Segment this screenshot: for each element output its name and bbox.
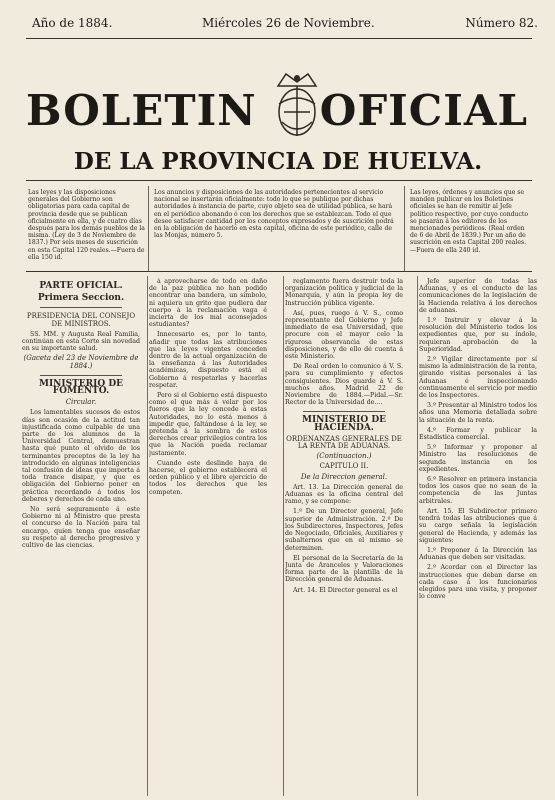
gazette-note: (Gaceta del 23 de Noviembre de 1884.) <box>23 354 139 370</box>
year: Año de 1884. <box>32 16 113 30</box>
article-paragraph: Cuando este deslinde haya de hacerse, el gobierno establecerá el orden público y el libre ejercicio de todos los derechos que les competen. <box>149 459 267 496</box>
issue-number: Número 82. <box>465 16 538 30</box>
column-1 <box>22 278 140 800</box>
article-paragraph: Art. 14. El Director general es el <box>293 586 398 594</box>
notice-separator-left <box>148 186 149 272</box>
direction-heading: De la Direccion general. <box>300 472 388 481</box>
article-paragraph: Los lamentables sucesos de estos días son ocasión de la actitud tan injustificada como culpable de una parte de los alumnos de la Universidad Central, demuestran hasta qué punto el olvido de los terminantes preceptos de la ley ha introducido en algunas inteligencias tal confusión de ideas que importa á toda trance disipar, y que es obligación del Gobierno poner en práctica recordando á todos los deberes y derechos de cada uno. <box>22 409 140 503</box>
article-paragraph: 2.º Acordar con el Director las instrucciones que deban darse en cada caso á los funcionarios elegidos para una visita, y proponer lo conve <box>419 564 537 601</box>
article-paragraph: 2.º Vigilar directamente por sí mismo la administración de la renta, girando visitas personales á las Aduanas é inspeccionando continuamente el servicio por medio de los Inspectores. <box>419 356 537 400</box>
article-paragraph: 5.º Informar y proponer al Ministro las resoluciones de segunda instancia en los expedientes. <box>419 444 537 473</box>
section-title: PARTE OFICIAL. <box>39 281 123 291</box>
divider <box>40 307 123 308</box>
notice-separator-right <box>404 186 405 272</box>
article-paragraph: 4.º Formar y publicar la Estadística comercial. <box>419 426 537 442</box>
article-paragraph: Art. 15. El Subdirector primero tendrá todas las atribuciones que á su cargo señala la legislación general de Hacienda, y además las siguientes: <box>419 507 537 544</box>
divider <box>303 411 386 412</box>
article-paragraph: SS. MM. y Augusta Real Familia, continúan en esta Corte sin novedad en su importante salud. <box>22 330 140 353</box>
circular-heading: Circular. <box>65 398 97 407</box>
article-columns <box>22 278 538 800</box>
article-paragraph: El personal de la Secretaría de la Junta de Aranceles y Valoraciones forma parte de la plantilla de la Dirección general de Aduanas. <box>285 554 403 584</box>
article-paragraph: Pero si el Gobierno está dispuesto como el que más á velar por los fueros que la ley concede á estas Autoridades, no lo está menos á impedir que, faltándose á la ley, se pretenda á la sombra de estos derechos crear privilegios contra los que la Nación pueda reclamar justamente. <box>149 392 267 457</box>
divider <box>40 375 123 376</box>
header-line <box>32 16 538 34</box>
article-paragraph: De Real orden lo comunico á V. S. para su cumplimiento y efectos consiguientes. Dios guarde á V. S. muchos años. Madrid 22 de Noviembre de 1884.—Pidal.—Sr. Rector de la Universidad de.... <box>285 363 403 407</box>
hacienda-heading: MINISTERIO DE HACIENDA. <box>302 415 386 433</box>
masthead-right: OFICIAL <box>319 86 528 135</box>
article-paragraph: Jefe superior de todas las Aduanas, y es el conducto de las comunicaciones de la legislación de la Hacienda relativa á los derechos de aduanas. <box>419 278 537 314</box>
article-paragraph: 1.º De un Director general, Jefe superior de Administración. 2.º De los Subdirectores, Inspectores, Jefes de Negociado, Oficiales, Auxiliares y subalternos que en el mismo se determinen. <box>285 508 403 552</box>
section-subtitle: Primera Seccion. <box>37 293 125 304</box>
column-4 <box>419 278 537 800</box>
article-paragraph: 3.º Presentar al Ministro todos los años una Memoria detallada sobre la situación de la renta. <box>419 402 537 424</box>
article-paragraph: reglamento fuera destruir toda la organización política y judicial de la Monarquía, y aún la propia ley de Instrucción pública vigente. <box>285 278 403 307</box>
masthead-left: BOLETIN <box>26 86 257 135</box>
article-paragraph: Art. 13. La Dirección general de Aduanas es la oficina central del ramo, y se compone: <box>285 483 403 506</box>
article-paragraph: 6.º Resolver en primera instancia todos los casos que no sean de la competencia de las Juntas arbitrales. <box>419 476 537 505</box>
article-paragraph: No será seguramente á este Gobierno ni al Ministro que presta el concurso de la Nación para tal encargo, quien tenga que enseñar su respeto al derecho progresivo y cultivo de las ciencias. <box>22 506 140 550</box>
ministry-heading: MINISTERIO DE FOMENTO. <box>39 378 123 397</box>
column-3 <box>285 278 403 800</box>
article-paragraph: Innecesario es, por lo tanto, añadir que todas las atribuciones que las leyes vigentes conceden dentro de la actual organización de la enseñanza á las Autoridades académicas, dispuesto está el Gobierno á respetarlas y hacerlas respetar. <box>149 331 267 389</box>
notice-left: Las leyes y las disposiciones generales del Gobierno son obligatorias para cada capital de provincia desde que se publican oficialmente en ella, y de cuatro días después para los demás pueblos de la misma. (Ley de 3 de Noviembre de 1837.) Por seis meses de suscrición en esta Capital 120 reales.—Fuera de ella 150 id. <box>28 189 145 261</box>
chapter-heading: CAPITULO II. <box>319 462 369 471</box>
top-rule <box>26 38 532 39</box>
article-paragraph: 1.º Instruir y elevar á la resolución del Ministerio todos los expedientes que, por su índole, requieran aprobación de la Superioridad. <box>419 317 537 353</box>
column-2 <box>149 278 267 800</box>
article-paragraph: Así, pues, ruego á V. S., como representante del Gobierno y Jefe inmediato de esa Universidad, que procure con el mayor celo la rigurosa observancia de estas disposiciones, y de ello dé cuenta á este Ministerio. <box>285 309 403 361</box>
article-paragraph: á aprovecharse de todo en daño de la paz pública no han podido encontrar una bandera, un símbolo, ni aquiera un grito que pudiera dar cuerpo á la reclamación vaga é incierta de los mal aconsejados estudiantes? <box>149 278 267 329</box>
masthead-rule <box>26 180 532 181</box>
continuation-heading: (Continuacion.) <box>316 452 372 461</box>
article-paragraph: 1.º Proponer á la Dirección las Aduanas que deben ser visitadas. <box>419 546 537 562</box>
notice-right: Las leyes, órdenes y anuncios que se manden publicar en los Boletines oficiales se han de remitir al Jefe político respectivo, por cuyo conducto se pasarán á los editores de los mencionados periódicos. (Real orden de 6 de Abril de 1839.) Por un año de suscrición en esta Capital 200 reales.—Fuera de ella 240 id. <box>410 189 529 254</box>
date: Miércoles 26 de Noviembre. <box>202 16 375 30</box>
masthead-subtitle: DE LA PROVINCIA DE HUELVA. <box>73 148 483 175</box>
presidency-heading: PRESIDENCIA DEL CONSEJO DE MINISTROS. <box>26 312 136 328</box>
ordinances-heading: ORDENANZAS GENERALES DE LA RENTA DE ADUANAS. <box>286 434 402 451</box>
content-rule <box>26 271 532 272</box>
notice-center: Los anuncios y disposiciones de las autoridades pertenecientes al servicio nacional se insertarán oficialmente: todo lo que se publique por dichas autoridades á instancia de parte, cuyo objeto sea de utilidad pública, se hará en el periódico abonando ó con los derechos que se establezcan. Todo el que desee satisfacer cantidad por los conceptos expresados y de suscrición podrá en la obligación de hacerlo en esta capital, oficina de este periódico, calle de las Monjas, número 5. <box>154 189 394 240</box>
